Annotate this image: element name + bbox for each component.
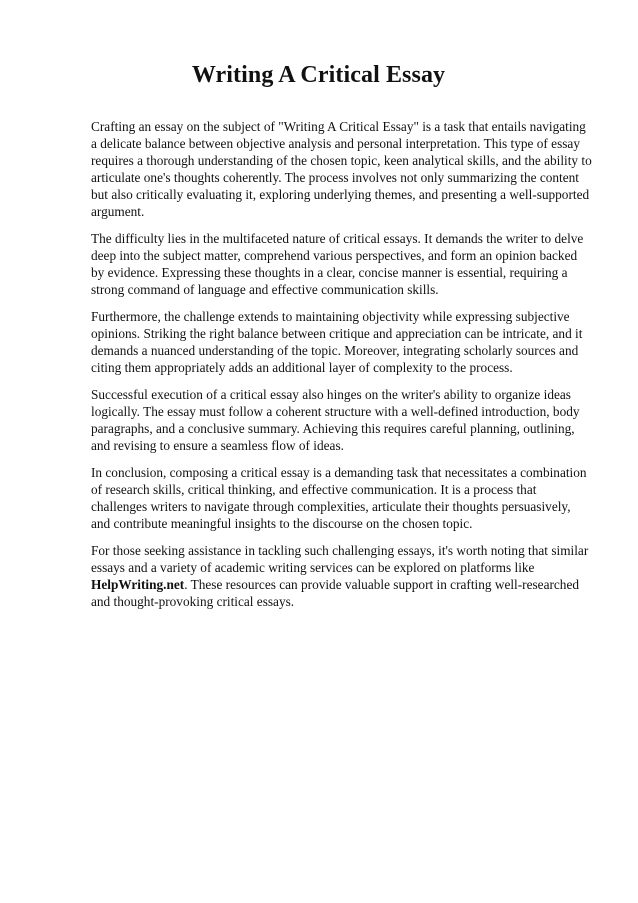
helpwriting-link[interactable]: HelpWriting.net [91,577,185,592]
paragraph-4: Successful execution of a critical essay also hinges on the writer's ability to organize ideas logically. The essay must follow a coherent structure with a well-defined introduction, body paragraphs, and a conclusive summary. Achieving this requires careful planning, outlining, and revising to ensure a seamless flow of ideas. [91,387,580,453]
paragraph-6-text-start: For those seeking assistance in tackling such challenging essays, it's worth noting that similar essays and a variety of academic writing services can be explored on platforms like [91,543,589,575]
paragraph-6-text-end: . These resources can provide valuable support in crafting well-researched and thought-provoking critical essays. [91,577,580,609]
paragraph-3: Furthermore, the challenge extends to maintaining objectivity while expressing subjective opinions. Striking the right balance between critique and appreciation can be intricate, and it demands a nuanced understanding of the topic. Moreover, integrating scholarly sources and citing them appropriately adds an additional layer of complexity to the process. [91,309,583,375]
document-title: Writing A Critical Essay [191,62,446,88]
paragraph-1: Crafting an essay on the subject of "Writing A Critical Essay" is a task that entails navigating a delicate balance between objective analysis and personal interpretation. This type of essay requires a thorough understanding of the chosen topic, keen analytical skills, and the ability to articulate one's thoughts coherently. The process involves not only summarizing the content but also critically evaluating it, exploring underlying themes, and presenting a well-supported argument. [91,119,592,219]
paragraph-5: In conclusion, composing a critical essay is a demanding task that necessitates a combination of research skills, critical thinking, and effective communication. It is a process that challenges writers to navigate through complexities, articulate their thoughts persuasively, and contribute meaningful insights to the discourse on the chosen topic. [91,465,587,531]
paragraph-2: The difficulty lies in the multifaceted nature of critical essays. It demands the writer to delve deep into the subject matter, comprehend various perspectives, and form an opinion backed by evidence. Expressing these thoughts in a clear, concise manner is essential, requiring a strong command of language and effective communication skills. [91,231,584,297]
paragraph-6 [91,542,592,610]
